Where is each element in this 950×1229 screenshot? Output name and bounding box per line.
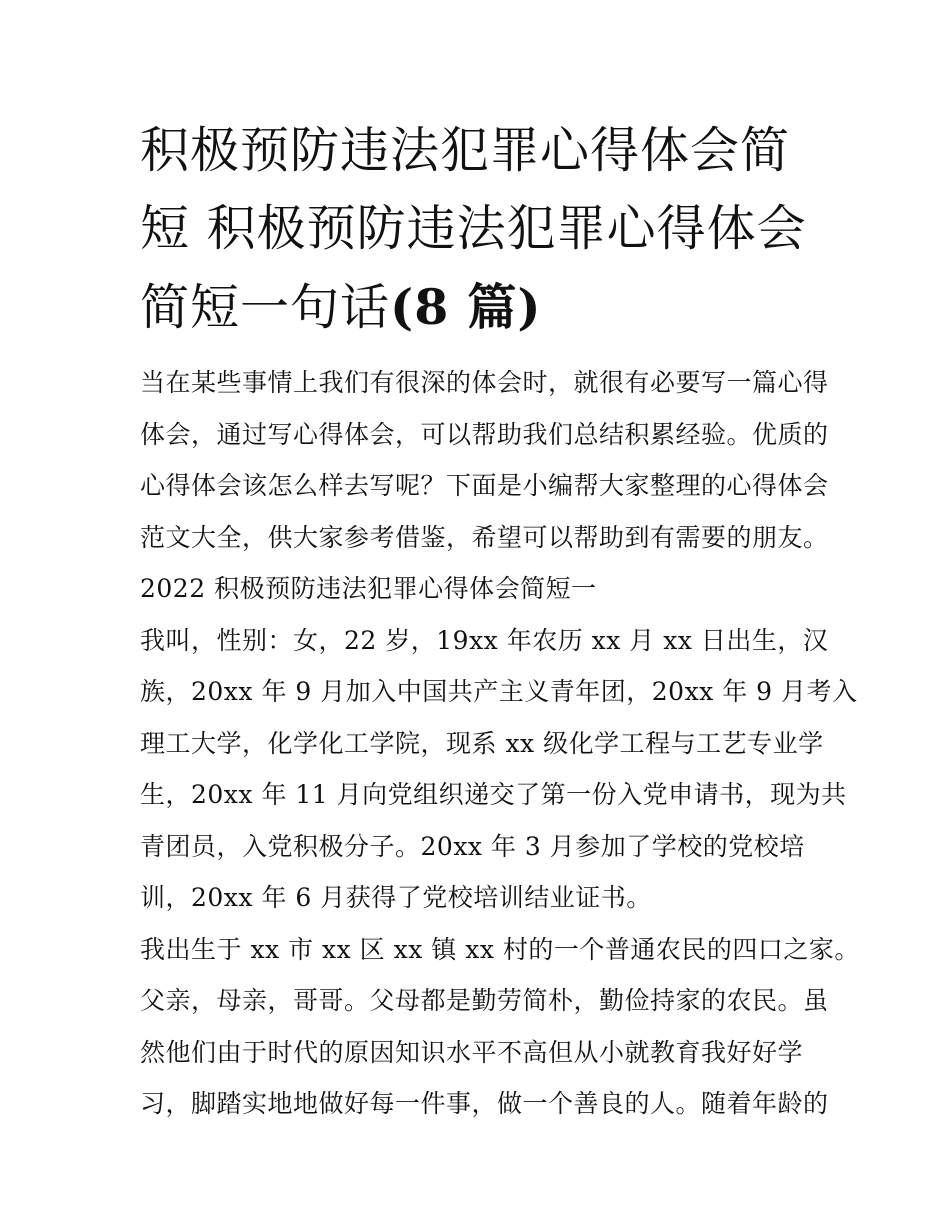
document-title	[140, 112, 820, 347]
text-line: 体会，通过写心得体会，可以帮助我们总结积累经验。优质的	[140, 419, 829, 449]
title-line-text: 简短一句话	[140, 279, 391, 336]
text-line: 父亲，母亲，哥哥。父母都是勤劳简朴，勤俭持家的农民。虽	[140, 986, 829, 1015]
text-line: 生，20xx 年 11 月向党组织递交了第一份入党申请书，现为共	[140, 780, 847, 809]
body-paragraph-1	[140, 615, 858, 924]
title-line: 短 积极预防违法犯罪心得体会	[140, 200, 807, 257]
body-paragraph-2	[140, 924, 860, 1130]
text-line: 青团员，入党积极分子。20xx 年 3 月参加了学校的党校培	[140, 831, 805, 861]
text-line: 训，20xx 年 6 月获得了党校培训结业证书。	[140, 883, 652, 912]
document-page	[140, 112, 860, 1130]
text-line: 习，脚踏实地地做好每一件事，做一个善良的人。随着年龄的	[140, 1089, 829, 1118]
title-line: 积极预防违法犯罪心得体会简	[140, 122, 791, 179]
text-line: 理工大学，化学化工学院，现系 xx 级化学工程与工艺专业学	[140, 728, 824, 758]
text-line: 族，20xx 年 9 月加入中国共产主义青年团，20xx 年 9 月考入	[140, 677, 858, 706]
text-line: 心得体会该怎么样去写呢？下面是小编帮大家整理的心得体会	[140, 471, 829, 500]
title-line	[140, 268, 820, 347]
text-line: 我出生于 xx 市 xx 区 xx 镇 xx 村的一个普通农民的四口之家。	[140, 934, 860, 964]
section-heading	[140, 563, 820, 615]
text-line: 当在某些事情上我们有很深的体会时，就很有必要写一篇心得	[140, 368, 829, 397]
intro-paragraph	[140, 357, 829, 563]
text-line: 范文大全，供大家参考借鉴，希望可以帮助到有需要的朋友。	[140, 522, 829, 552]
section-heading-text: 2022 积极预防违法犯罪心得体会简短一	[140, 574, 597, 603]
text-line: 我叫，性别：女，22 岁，19xx 年农历 xx 月 xx 日出生，汉	[140, 625, 829, 655]
text-line: 然他们由于时代的原因知识水平不高但从小就教育我好好学	[140, 1037, 804, 1067]
title-count: (8 篇)	[390, 278, 542, 336]
